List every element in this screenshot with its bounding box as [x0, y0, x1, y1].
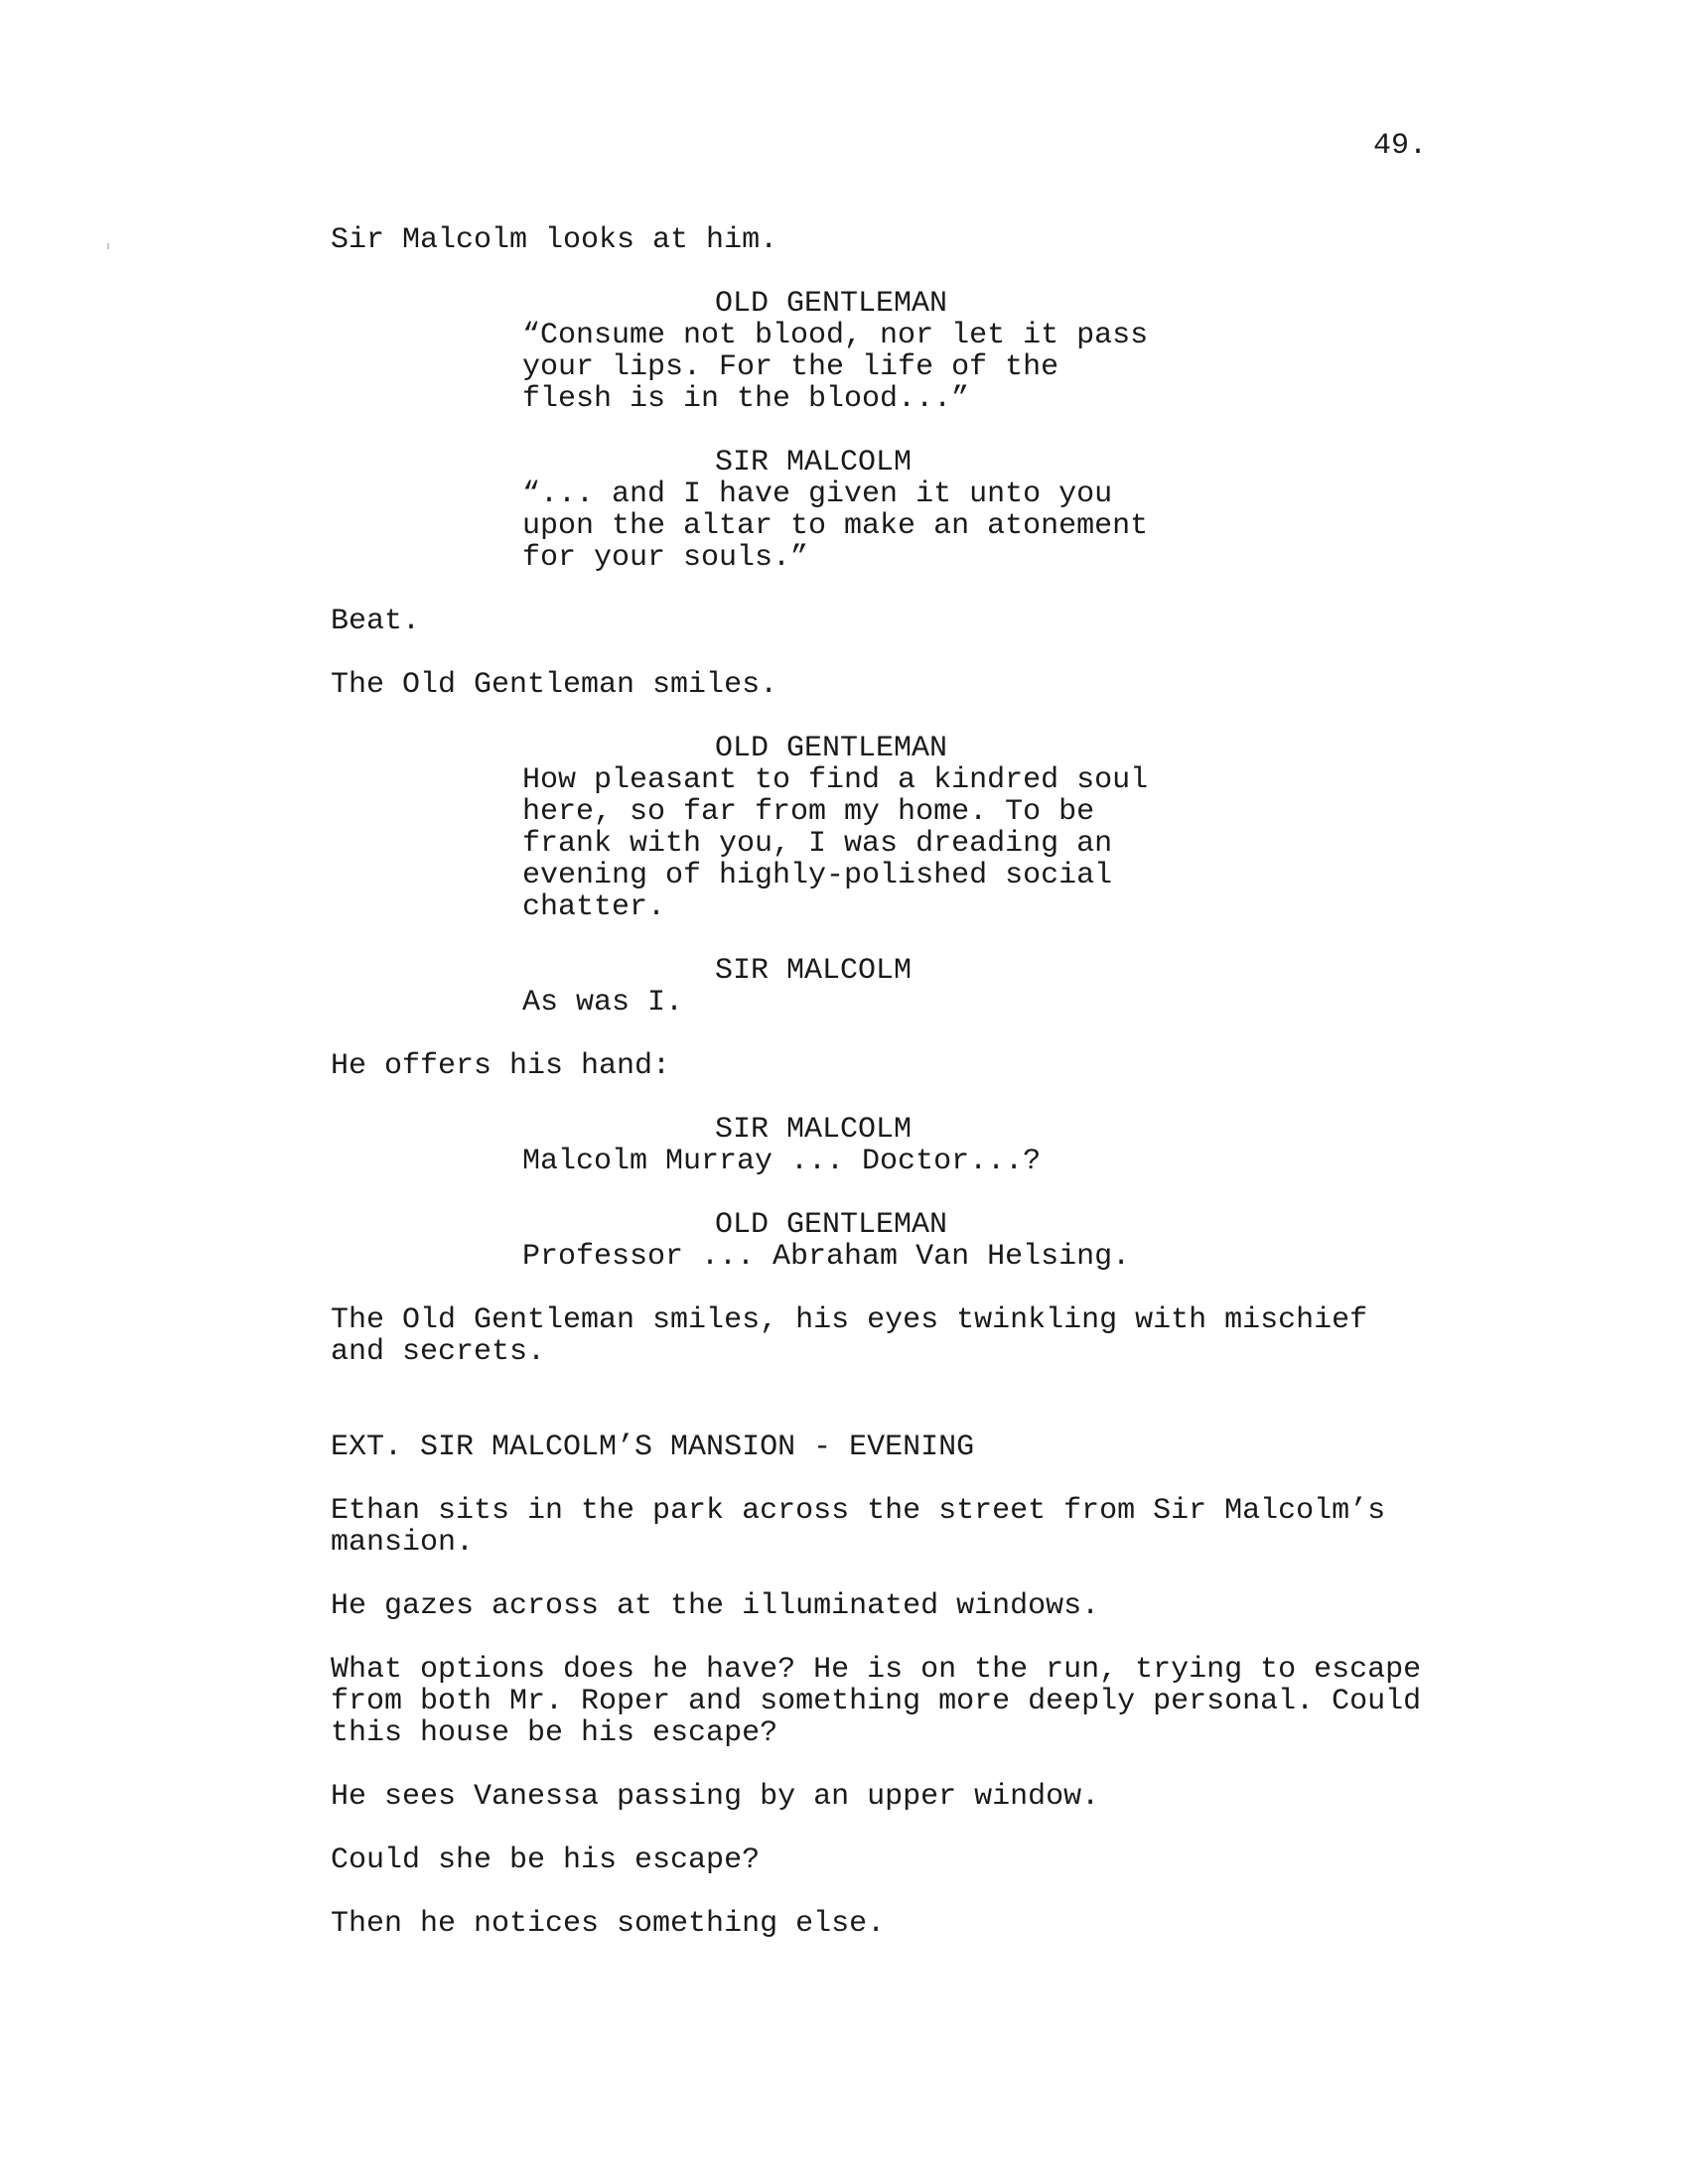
action-line: Then he notices something else. — [331, 1907, 886, 1941]
dialogue-line: Malcolm Murray ... Doctor...? — [522, 1145, 1042, 1178]
scene-heading: EXT. SIR MALCOLM’S MANSION - EVENING — [331, 1431, 975, 1464]
character-cue: SIR MALCOLM — [715, 954, 913, 988]
character-cue: SIR MALCOLM — [715, 1113, 913, 1147]
action-line: The Old Gentleman smiles, his eyes twinkling with mischief and secrets. — [331, 1303, 1368, 1369]
character-cue: SIR MALCOLM — [715, 446, 913, 479]
action-line: Sir Malcolm looks at him. — [331, 223, 778, 257]
dialogue-line: “Consume not blood, nor let it pass your lips. For the life of the flesh is in the blood...” — [522, 319, 1149, 416]
scan-speck — [107, 243, 109, 249]
action-line: He offers his hand: — [331, 1049, 671, 1083]
action-line: The Old Gentleman smiles. — [331, 668, 778, 702]
dialogue-line: Professor ... Abraham Van Helsing. — [522, 1240, 1131, 1274]
character-cue: OLD GENTLEMAN — [715, 1208, 948, 1242]
dialogue-line: “... and I have given it unto you upon the altar to make an atonement for your souls.” — [522, 478, 1149, 575]
action-line: Ethan sits in the park across the street from Sir Malcolm’s mansion. — [331, 1494, 1386, 1560]
action-line: What options does he have? He is on the run, trying to escape from both Mr. Roper and something more deeply personal. Could this house be his escape? — [331, 1653, 1422, 1750]
action-line: He gazes across at the illuminated windows. — [331, 1589, 1100, 1623]
character-cue: OLD GENTLEMAN — [715, 732, 948, 765]
action-line: Could she be his escape? — [331, 1843, 761, 1877]
action-line: Beat. — [331, 605, 421, 638]
action-line: He sees Vanessa passing by an upper window. — [331, 1780, 1100, 1814]
character-cue: OLD GENTLEMAN — [715, 287, 948, 321]
dialogue-line: How pleasant to find a kindred soul here, so far from my home. To be frank with you, I was dreading an evening of highly-polished social chatter. — [522, 763, 1149, 924]
page-number: 49. — [1373, 129, 1428, 163]
script-body — [331, 224, 1502, 1940]
dialogue-line: As was I. — [522, 986, 684, 1020]
